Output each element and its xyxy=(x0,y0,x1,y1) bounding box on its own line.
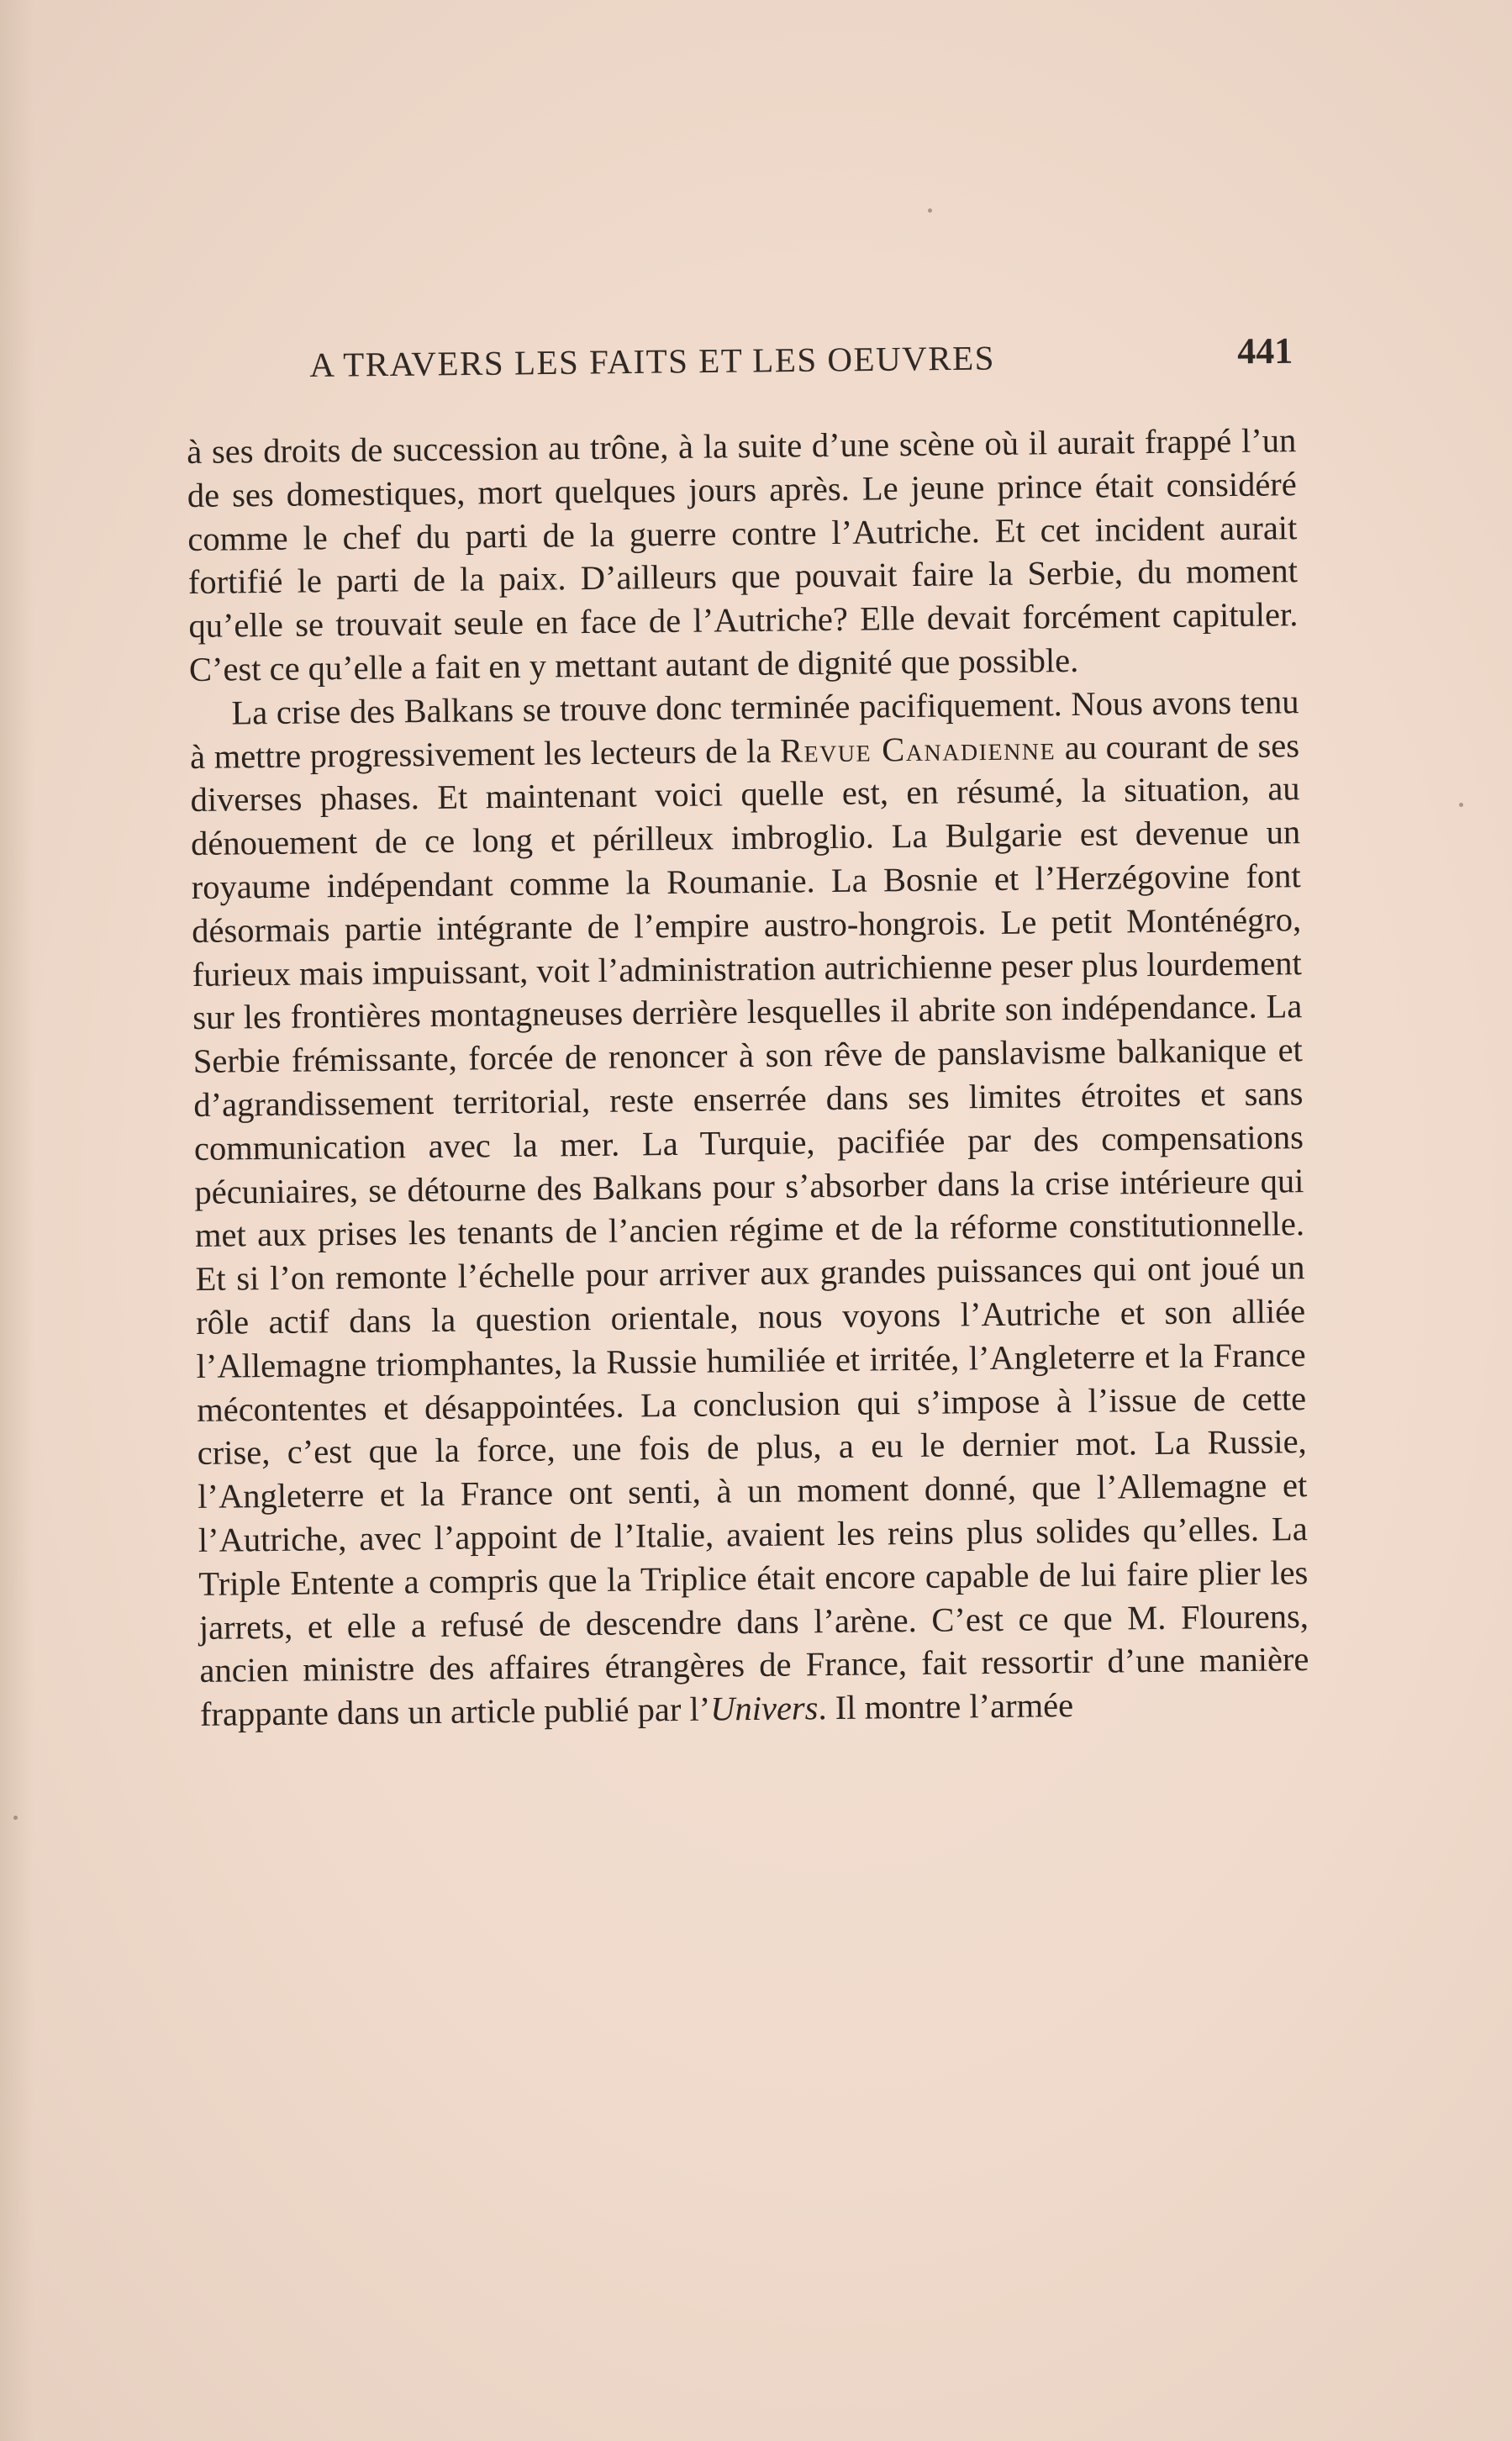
paragraph-1: à ses droits de succession au trône, à la suite d’une scène où il aurait frappé l’un de ses domestiques, mort quelques jours après. Le jeune prince était considéré comme le chef du parti de la guerre contre l’Autriche. Et cet incident aurait fortifié le parti de la paix. D’ailleurs que pouvait faire la Serbie, du moment qu’elle se trouvait seule en face de l’Autriche? Elle devait forcément capituler. C’est ce qu’elle a fait en y mettant autant de dignité que possible. xyxy=(187,421,1299,688)
paper-speck xyxy=(928,208,932,213)
paper-speck xyxy=(13,1816,18,1820)
paper-speck xyxy=(1459,803,1463,807)
page-edge-shadow xyxy=(0,0,34,2441)
article-body xyxy=(187,419,1309,1737)
running-title: A TRAVERS LES FAITS ET LES OEUVRES xyxy=(309,338,996,384)
paragraph-2 xyxy=(189,680,1309,1737)
running-header xyxy=(309,330,1293,390)
page-number: 441 xyxy=(1236,330,1293,372)
paragraph-2-text-a: La crise des Balkans se trouve donc terminée pacifiquement. Nous avons tenu à mettre progressivement les lecteurs de la xyxy=(189,682,1299,776)
newspaper-name: Univers xyxy=(709,1689,819,1728)
paragraph-2-text-c: . Il montre l’armée xyxy=(818,1686,1074,1727)
journal-name: Revue Canadienne xyxy=(779,728,1056,770)
paragraph-2-text-b: au courant de ses diverses phases. Et maintenant voici quelle est, en résumé, la situation, au dénouement de ce long et périlleux imbroglio. La Bulgarie est devenue un royaume indépendant comme la Roumanie. La Bosnie et l’Herzégovine font désormais partie intégrante de l’empire austro-hongrois. Le petit Monténégro, furieux mais impuissant, voit l’administration autrichienne peser plus lourdement sur les frontières montagneuses derrière lesquelles il abrite son indépendance. La Serbie frémissante, forcée de renoncer à son rêve de panslavisme balkanique et d’agrandissement territorial, reste enserrée dans ses limites étroites et sans communication avec la mer. La Turquie, pacifiée par des compensations pécuniaires, se détourne des Balkans pour s’absorber dans la crise intérieure qui met aux prises les tenants de l’ancien régime et de la réforme constitutionnelle. Et si l’on remonte l’échelle pour arriver aux grandes puissances qui ont joué un rôle actif dans la question orientale, nous voyons l’Autriche et son alliée l’Allemagne triomphantes, la Russie humiliée et irritée, l’Angleterre et la France mécontentes et désappointées. La conclusion qui s’impose à l’issue de cette crise, c’est que la force, une fois de plus, a eu le dernier mot. La Russie, l’Angleterre et la France ont senti, à un moment donné, que l’Allemagne et l’Autriche, avec l’appoint de l’Italie, avaient les reins plus solides qu’elles. La Triple Entente a compris que la Triplice était encore capable de lui faire plier les jarrets, et elle a refusé de descendre dans l’arène. C’est ce que M. Flourens, ancien ministre des affaires étrangères de France, fait ressortir d’une manière frappante dans un article publié par l’ xyxy=(190,725,1309,1734)
